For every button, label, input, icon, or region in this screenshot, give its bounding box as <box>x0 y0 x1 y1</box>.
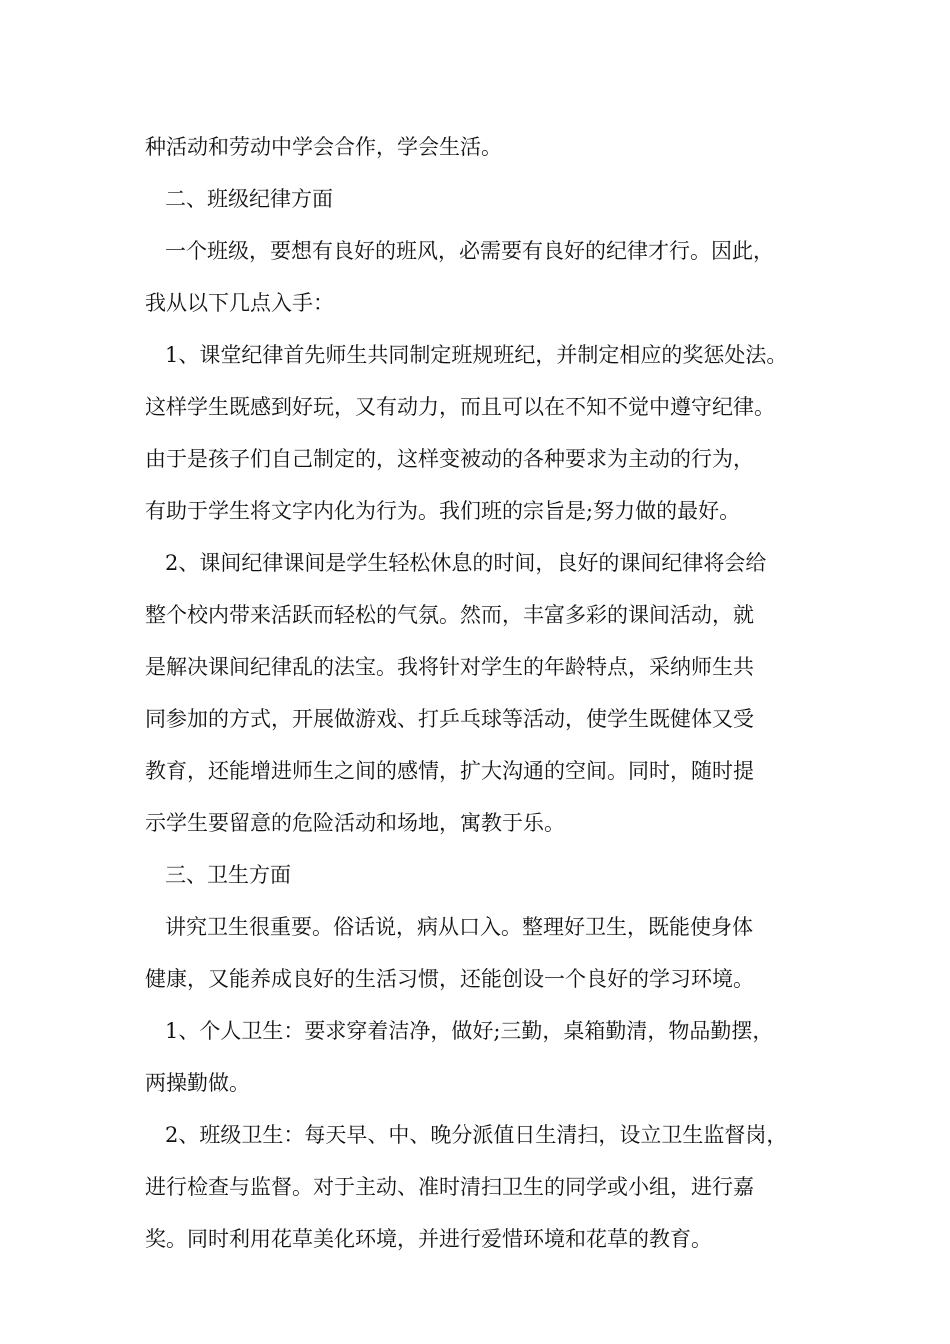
section-heading: 三、卫生方面 <box>165 863 291 887</box>
text-line: 讲究卫生很重要。俗话说，病从口入。整理好卫生，既能使身体 <box>165 915 753 939</box>
text-line: 这样学生既感到好玩，又有动力，而且可以在不知不觉中遵守纪律。 <box>145 395 775 419</box>
text-line: 奖。同时利用花草美化环境，并进行爱惜环境和花草的教育。 <box>145 1227 712 1251</box>
text-line: 一个班级，要想有良好的班风，必需要有良好的纪律才行。因此， <box>165 239 774 263</box>
text-line: 两操勤做。 <box>145 1071 250 1095</box>
text-line: 教育，还能增进师生之间的感情，扩大沟通的空间。同时，随时提 <box>145 759 754 783</box>
text-line: 整个校内带来活跃而轻松的气氛。然而，丰富多彩的课间活动，就 <box>145 603 754 627</box>
text-line: 由于是孩子们自己制定的，这样变被动的各种要求为主动的行为， <box>145 447 754 471</box>
text-line: 2、课间纪律课间是学生轻松休息的时间，良好的课间纪律将会给 <box>165 551 767 575</box>
text-line: 健康，又能养成良好的生活习惯，还能创设一个良好的学习环境。 <box>145 967 754 991</box>
text-line: 1、个人卫生：要求穿着洁净，做好;三勤，桌箱勤清，物品勤摆， <box>165 1019 774 1043</box>
section-heading: 二、班级纪律方面 <box>165 187 333 211</box>
text-line: 进行检查与监督。对于主动、准时清扫卫生的同学或小组，进行嘉 <box>145 1175 754 1199</box>
text-line: 是解决课间纪律乱的法宝。我将针对学生的年龄特点，采纳师生共 <box>145 655 754 679</box>
text-line: 1、课堂纪律首先师生共同制定班规班纪，并制定相应的奖惩处法。 <box>165 343 788 367</box>
text-line: 2、班级卫生：每天早、中、晚分派值日生清扫，设立卫生监督岗， <box>165 1123 788 1147</box>
text-line: 同参加的方式，开展做游戏、打乒乓球等活动，使学生既健体又受 <box>145 707 754 731</box>
text-line: 示学生要留意的危险活动和场地，寓教于乐。 <box>145 811 565 835</box>
text-line: 种活动和劳动中学会合作，学会生活。 <box>145 135 502 159</box>
text-line: 我从以下几点入手： <box>145 291 334 315</box>
text-line: 有助于学生将文字内化为行为。我们班的宗旨是;努力做的最好。 <box>145 499 741 523</box>
